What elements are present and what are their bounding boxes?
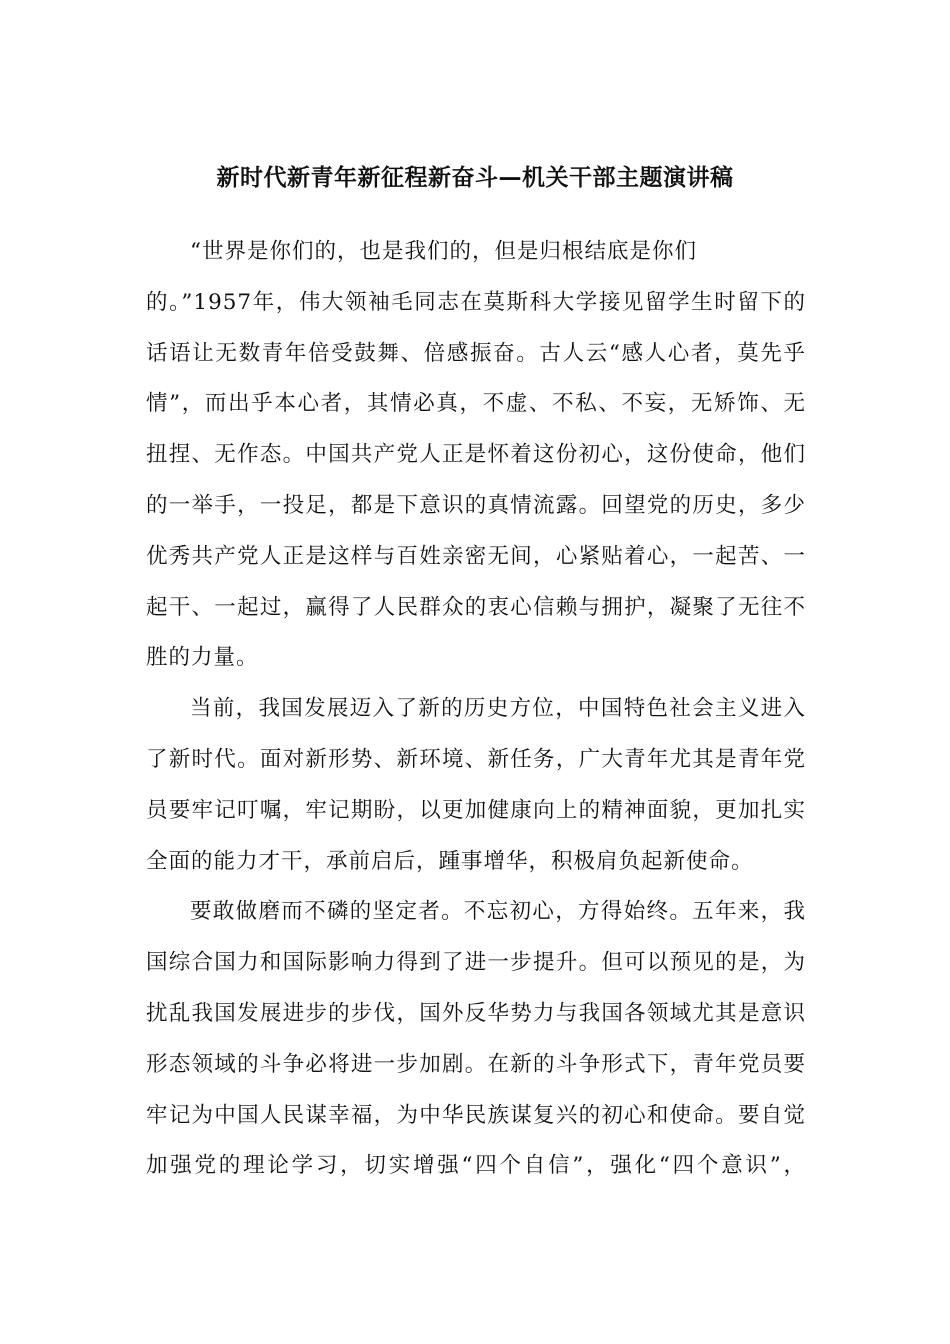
text-line: 要敢做磨而不磷的坚定者。不忘初心，方得始终。五年来，我	[190, 899, 806, 925]
text-line: 形态领域的斗争必将进一步加剧。在新的斗争形式下，青年党员要	[146, 1051, 806, 1077]
text-line: 话语让无数青年倍受鼓舞、倍感振奋。古人云“感人心者，莫先乎	[146, 340, 806, 366]
text-line: 员要牢记叮嘱，牢记期盼，以更加健康向上的精神面貌，更加扎实	[146, 797, 806, 823]
text-line: 加强党的理论学习，切实增强“四个自信”，强化“四个意识”，	[146, 1153, 806, 1179]
text-line: 当前，我国发展迈入了新的历史方位，中国特色社会主义进入	[190, 696, 806, 722]
text-line: 胜的力量。	[146, 645, 259, 671]
document-body	[146, 229, 806, 1194]
text-line: 牢记为中国人民谋幸福，为中华民族谋复兴的初心和使命。要自觉	[146, 1102, 806, 1128]
text-line: 全面的能力才干，承前启后，踵事增华，积极肩负起新使命。	[146, 848, 754, 874]
text-line: 的。”1957年，伟大领袖毛同志在莫斯科大学接见留学生时留下的	[146, 289, 806, 315]
text-line: 的一举手，一投足，都是下意识的真情流露。回望党的历史，多少	[146, 492, 806, 518]
text-line: 扭捏、无作态。中国共产党人正是怀着这份初心，这份使命，他们	[146, 442, 806, 468]
text-line: 了新时代。面对新形势、新环境、新任务，广大青年尤其是青年党	[146, 746, 806, 772]
text-line: “世界是你们的，也是我们的，但是归根结底是你们	[190, 239, 697, 264]
text-line: 国综合国力和国际影响力得到了进一步提升。但可以预见的是，为	[146, 950, 806, 976]
text-line: 优秀共产党人正是这样与百姓亲密无间，心紧贴着心，一起苦、一	[146, 543, 806, 569]
document-title: 新时代新青年新征程新奋斗—机关干部主题演讲稿	[216, 165, 734, 191]
text-line: 情”，而出乎本心者，其情必真，不虚、不私、不妄，无矫饰、无	[146, 391, 806, 417]
text-line: 扰乱我国发展进步的步伐，国外反华势力与我国各领域尤其是意识	[146, 1000, 806, 1026]
text-line: 起干、一起过，赢得了人民群众的衷心信赖与拥护，凝聚了无往不	[146, 594, 806, 620]
